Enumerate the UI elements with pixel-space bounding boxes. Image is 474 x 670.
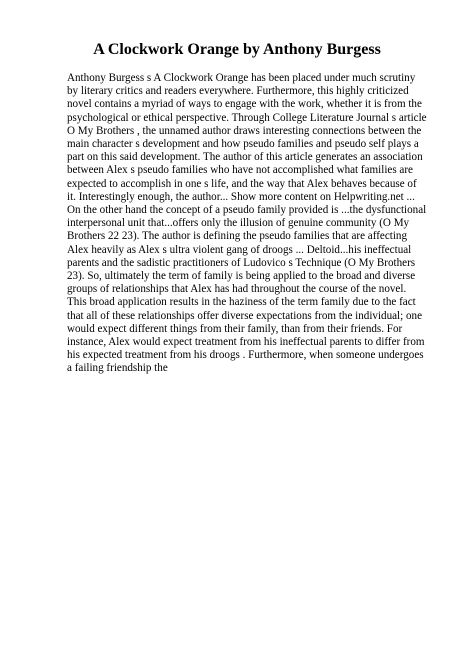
document-body — [67, 72, 427, 376]
paragraph-1: Anthony Burgess s A Clockwork Orange has been placed under much scrutiny by literary critics and readers everywhere. Furthermore, this highly criticized novel contains a myriad of ways to engage with the work, whether it is from the psychological or ethical perspective. Through College Literature Journal s article O My Brothers , the unnamed author draws interesting connections between the main character s development and how pseudo families and pseudo self plays a part on this said development. The author of this article generates an association between Alex s pseudo families who have not accomplished what families are expected to accomplish in one s life, and the way that Alex behaves because of it. Interestingly enough, the author... Show more content on Helpwriting.net ... — [67, 72, 427, 203]
document-title: A Clockwork Orange by Anthony Burgess — [93, 41, 381, 58]
paragraph-2: On the other hand the concept of a pseudo family provided is ...the dysfunctional interpersonal unit that...offers only the illusion of genuine community (O My Brothers 22 23). The author is defining the pseudo families that are affecting Alex heavily as Alex s ultra violent gang of droogs ... Deltoid...his ineffectual parents and the sadistic practitioners of Ludovico s Technique (O My Brothers 23). So, ultimately the term of family is being applied to the broad and diverse groups of relationships that Alex has had throughout the course of the novel. This broad application results in the haziness of the term family due to the fact that all of these relationships offer diverse expectations from the individual; one would expect different things from their family, than from their friends. For instance, Alex would expect treatment from his ineffectual parents to differ from his expected treatment from his droogs . Furthermore, when someone undergoes a failing friendship the — [67, 204, 427, 375]
